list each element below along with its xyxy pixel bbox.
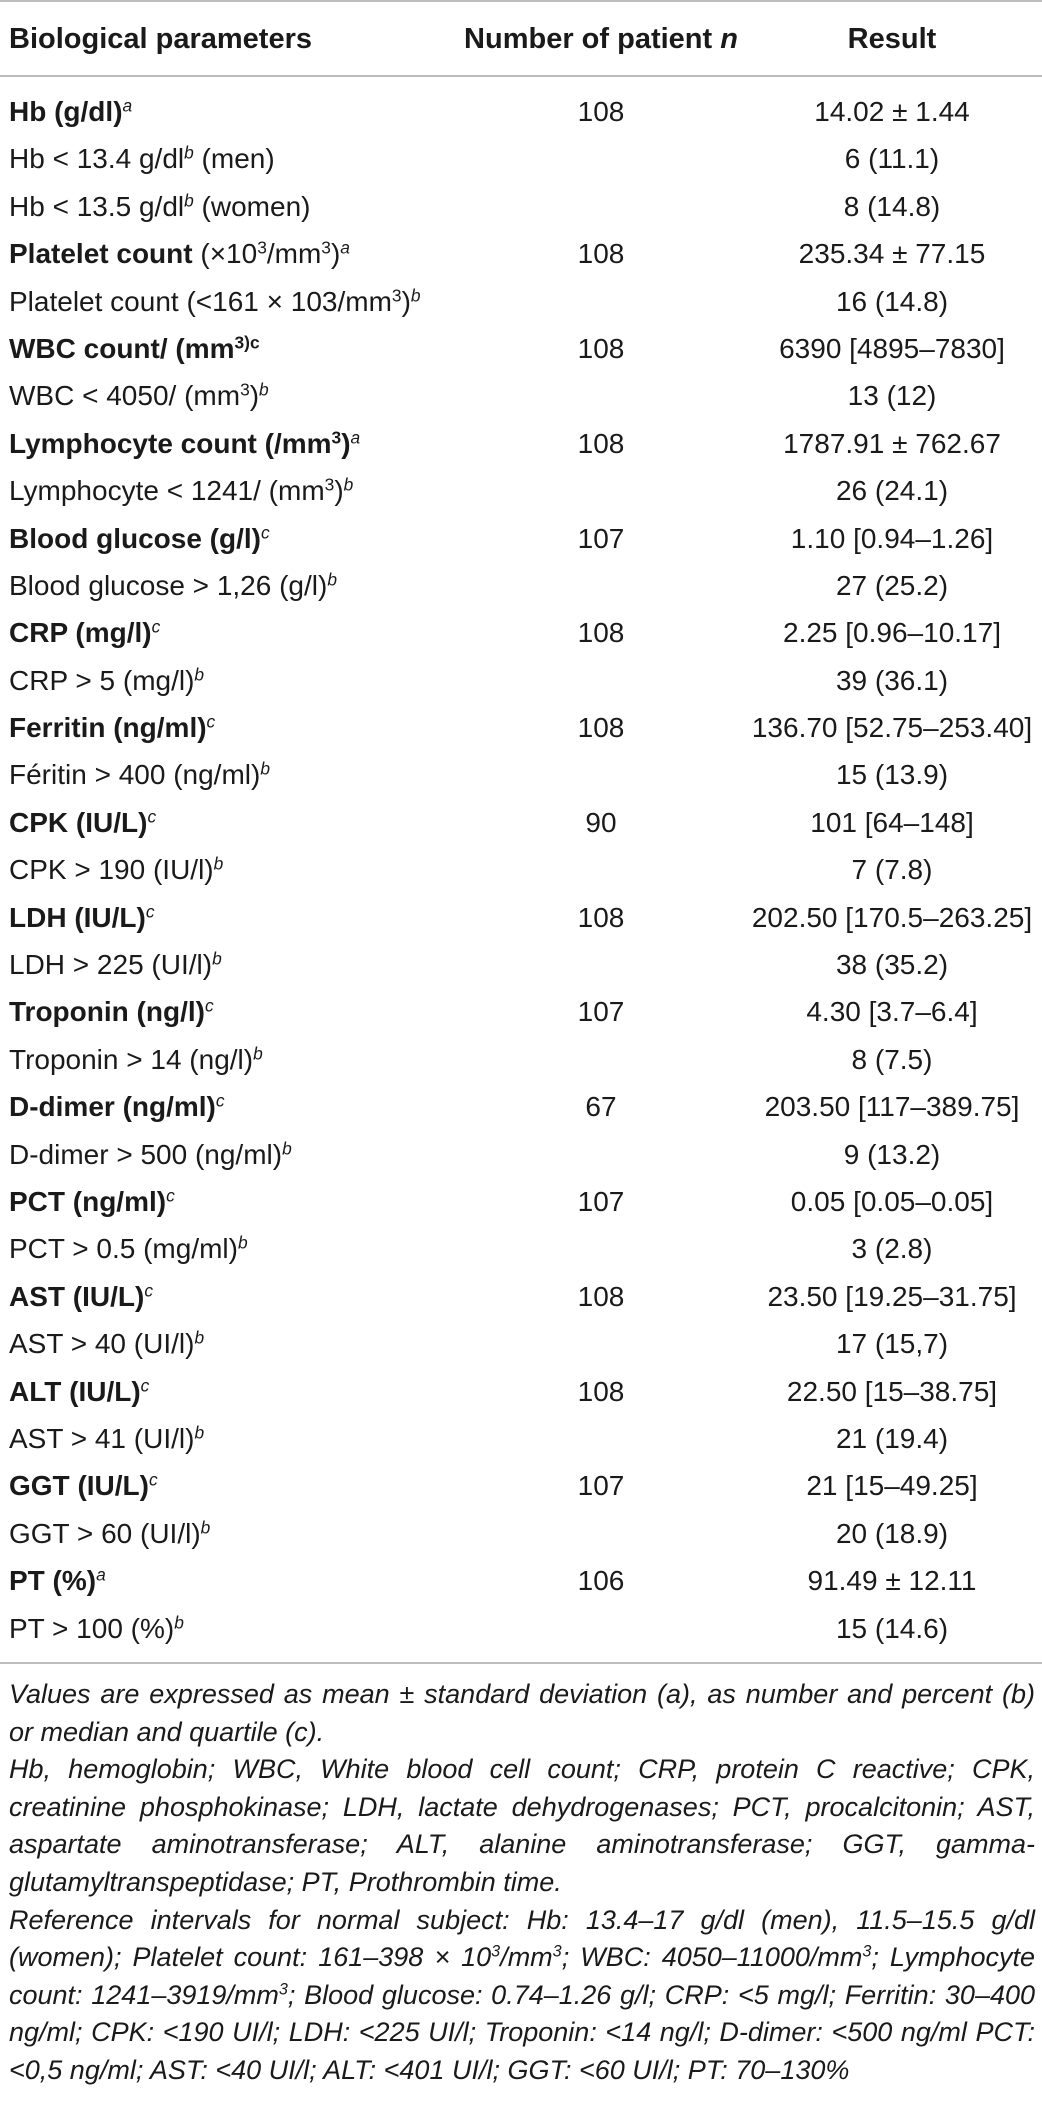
parameter-cell	[9, 1557, 106, 1604]
table-row-parameter	[0, 1557, 1042, 1604]
text-segment: Hb, hemoglobin; WBC, White blood cell count; CRP, protein C reactive; CPK, creatinine phosphokinase; LDH, lactate dehydrogenases; PCT, procalcitonin; AST, aspartate aminotransferase; ALT, alanine aminotransferase; GGT, gamma-glutamyltranspeptidase; PT, Prothrombin time.	[9, 1754, 1035, 1897]
result-cell: 15 (14.6)	[835, 1612, 949, 1644]
superscript: b	[282, 1138, 292, 1159]
parameter-cell	[9, 704, 215, 751]
table-row-threshold	[0, 657, 1042, 704]
text-segment: )	[249, 380, 260, 412]
text-segment: ; WBC: 4050–11000/mm	[561, 1942, 863, 1973]
parameter-cell	[9, 88, 132, 135]
parameter-cell	[9, 1178, 175, 1225]
table-row-parameter	[0, 988, 1042, 1035]
text-segment: Platelet count	[9, 238, 193, 270]
result-cell: 8 (14.8)	[843, 190, 941, 222]
result-cell: 4.30 [3.7–6.4]	[806, 996, 978, 1028]
patient-count-cell: 108	[577, 332, 625, 364]
parameter-name: Hb (g/dl)	[9, 96, 123, 127]
result-cell: 6 (11.1)	[844, 143, 940, 175]
text-segment: Blood glucose (g/l)	[9, 522, 261, 554]
text-segment: Blood glucose > 1,26 (g/l)	[9, 569, 328, 601]
text-segment: ; Blood glucose: 0.74–1.26 g/l; CRP: <5 mg/l; Ferritin: 30–400 ng/ml; CPK: <190 UI/l; LDH: <225 UI/l; Troponin: <14 ng/l; D-dimer: <500 ng/ml PCT: <0,5 ng/ml; AST: <40 UI/l; ALT: <401 UI/l; GGT: <60 UI/l; PT: 70–130%	[9, 1979, 1036, 2085]
parameter-cell	[9, 846, 223, 893]
text-segment: AST (IU/L)	[9, 1280, 145, 1312]
parameter-cell	[9, 988, 214, 1035]
patient-count-cell: 67	[585, 1091, 617, 1123]
text-segment: Lymphocyte < 1241/ (mm	[9, 475, 325, 507]
superscript: b	[194, 1327, 205, 1348]
result-cell: 26 (24.1)	[835, 475, 949, 507]
table-row-threshold	[0, 941, 1042, 988]
text-segment: (men)	[193, 143, 275, 175]
result-cell: 22.50 [15–38.75]	[786, 1375, 998, 1407]
superscript: b	[259, 379, 269, 400]
text-segment: ALT (IU/L)	[9, 1375, 141, 1407]
text-segment: Values are expressed as mean ± standard deviation (a), as number and percent (b) or median and quartile (c).	[9, 1679, 1035, 1747]
table-row-parameter	[0, 1462, 1042, 1509]
result-cell: 8 (7.5)	[851, 1043, 933, 1075]
text-segment: Féritin > 400 (ng/ml)	[9, 759, 261, 791]
text-segment: AST > 40 (UI/l)	[9, 1328, 195, 1360]
result-cell: 91.49 ± 12.11	[807, 1565, 977, 1597]
patient-count-cell: 108	[577, 901, 625, 933]
text-segment: D-dimer (ng/ml)	[9, 1091, 216, 1123]
text-segment: Hb < 13.4 g/dl	[9, 143, 185, 175]
text-segment: LDH > 225 (UI/l)	[9, 949, 213, 981]
superscript: b	[174, 1611, 184, 1632]
text-segment: Hb < 13.5 g/dl	[9, 190, 185, 222]
result-cell: 13 (12)	[847, 380, 937, 412]
table-row-parameter	[0, 1273, 1042, 1320]
table-row-threshold	[0, 1320, 1042, 1367]
parameter-cell	[9, 515, 270, 562]
table-row-threshold	[0, 183, 1042, 230]
text-segment: CPK (IU/L)	[9, 806, 148, 838]
table-row-parameter	[0, 1083, 1042, 1130]
footnote-paragraph	[9, 1902, 1035, 2090]
result-cell: 6390 [4895–7830]	[779, 332, 1005, 364]
table-row-threshold	[0, 467, 1042, 514]
header-biological-parameters: Biological parameters	[9, 23, 312, 55]
parameter-cell	[9, 467, 353, 514]
text-segment: AST > 41 (UI/l)	[9, 1422, 195, 1454]
parameter-cell	[9, 1368, 149, 1415]
result-cell: 7 (7.8)	[851, 854, 933, 886]
patient-count-cell: 108	[577, 1375, 625, 1407]
header-result: Result	[847, 23, 937, 55]
result-cell: 9 (13.2)	[843, 1138, 941, 1170]
parameter-cell	[9, 1036, 263, 1083]
text-segment: Reference intervals for normal subject: Hb: 13.4–17 g/dl (men), 11.5–15.5 g/dl (women); Platelet count: 161–398 × 10	[9, 1904, 1035, 1973]
table-row-threshold	[0, 1036, 1042, 1083]
patient-count-cell: 108	[577, 238, 625, 270]
result-cell: 21 [15–49.25]	[806, 1470, 978, 1502]
text-segment: CPK > 190 (IU/l)	[9, 854, 214, 886]
superscript: c	[145, 901, 155, 922]
table-top-rule	[0, 0, 1042, 2]
table-row-parameter	[0, 420, 1042, 467]
superscript: c	[151, 616, 161, 637]
text-segment: Platelet count (<161 × 103/mm	[9, 285, 392, 317]
superscript: c	[166, 1185, 175, 1206]
text-segment: GGT > 60 (UI/l)	[9, 1517, 201, 1549]
text-segment: PCT > 0.5 (mg/ml)	[9, 1233, 238, 1265]
patient-count-cell: 108	[577, 427, 625, 459]
table-row-parameter	[0, 515, 1042, 562]
superscript: b	[184, 142, 194, 163]
superscript: c	[140, 1375, 150, 1395]
superscript: 3	[331, 427, 342, 448]
superscript: b	[327, 569, 337, 590]
patient-count-cell: 108	[577, 617, 625, 649]
text-segment: WBC < 4050/ (mm	[9, 380, 241, 412]
header-number-of-patient	[461, 18, 741, 60]
parameter-cell	[9, 1605, 184, 1652]
superscript: 3	[278, 1980, 288, 1999]
parameter-cell	[9, 135, 275, 182]
text-segment: CRP (mg/l)	[9, 617, 152, 649]
result-cell: 235.34 ± 77.15	[798, 238, 986, 270]
text-segment: PT > 100 (%)	[9, 1612, 175, 1644]
superscript: 3	[491, 1942, 501, 1961]
superscript: b	[410, 285, 421, 306]
parameter-cell	[9, 941, 222, 988]
text-segment: Ferritin (ng/ml)	[9, 712, 207, 744]
parameter-cell	[9, 1225, 248, 1272]
superscript: c	[147, 806, 157, 827]
result-cell: 0.05 [0.05–0.05]	[790, 1185, 994, 1217]
result-cell: 203.50 [117–389.75]	[764, 1091, 1020, 1123]
header-number-text: Number of patient	[464, 23, 713, 55]
table-footnotes	[9, 1676, 1035, 2090]
parameter-cell	[9, 799, 156, 846]
table-row-parameter	[0, 799, 1042, 846]
superscript: 3	[240, 379, 250, 400]
table-row-threshold	[0, 751, 1042, 798]
superscript: 3	[862, 1942, 872, 1961]
table-row-threshold	[0, 1510, 1042, 1557]
table-row-threshold	[0, 372, 1042, 419]
parameter-cell	[9, 1083, 225, 1130]
superscript: b	[213, 853, 224, 874]
table-row-parameter	[0, 1368, 1042, 1415]
patient-count-cell: 107	[577, 1185, 625, 1217]
parameter-cell	[9, 1415, 204, 1462]
result-cell: 39 (36.1)	[835, 664, 949, 696]
parameter-cell	[9, 1273, 153, 1320]
text-segment: Troponin (ng/l)	[9, 996, 205, 1028]
parameter-cell	[9, 372, 269, 419]
patient-count-cell: 106	[577, 1565, 625, 1597]
table-row-threshold	[0, 846, 1042, 893]
table-row-threshold	[0, 278, 1042, 325]
table-row-threshold	[0, 1225, 1042, 1272]
superscript: c	[148, 1469, 158, 1490]
superscript: c	[261, 521, 270, 542]
table-row-threshold	[0, 1415, 1042, 1462]
superscript: c	[204, 995, 214, 1016]
text-segment: )	[334, 475, 344, 507]
superscript: c	[144, 1280, 153, 1301]
superscript: b	[184, 190, 194, 211]
text-segment: ; Lymphocyte count: 1241–3919/mm	[9, 1942, 1036, 2010]
superscript: b	[253, 1043, 263, 1064]
parameter-cell	[9, 609, 160, 656]
result-cell: 136.70 [52.75–253.40]	[751, 712, 1033, 744]
superscript: 3)c	[234, 332, 260, 353]
table-row-parameter	[0, 230, 1042, 277]
table-row-parameter	[0, 704, 1042, 751]
table-bottom-rule	[0, 1662, 1042, 1664]
text-segment: PCT (ng/ml)	[9, 1185, 167, 1217]
parameter-cell	[9, 894, 155, 941]
text-segment: )	[330, 238, 341, 270]
text-segment: Lymphocyte count (/mm	[9, 427, 332, 459]
parameter-cell	[9, 751, 270, 798]
superscript: b	[200, 1517, 211, 1538]
result-cell: 202.50 [170.5–263.25]	[751, 901, 1033, 933]
table-row-parameter	[0, 894, 1042, 941]
parameter-cell	[9, 657, 204, 704]
superscript: a	[122, 95, 133, 116]
table-body	[0, 88, 1042, 1652]
text-segment: Troponin > 14 (ng/l)	[9, 1043, 254, 1075]
parameter-cell	[9, 325, 260, 372]
parameter-cell	[9, 562, 337, 609]
superscript: 3	[257, 237, 267, 258]
result-cell: 101 [64–148]	[810, 806, 974, 838]
text-segment: )	[341, 427, 351, 459]
table-row-threshold	[0, 1605, 1042, 1652]
superscript: b	[237, 1232, 248, 1253]
text-segment: (×10	[192, 238, 258, 270]
parameter-cell	[9, 278, 421, 325]
superscript: b	[260, 758, 270, 779]
text-segment: WBC count/ (mm	[9, 332, 235, 364]
parameter-cell	[9, 420, 360, 467]
footnote-paragraph	[9, 1751, 1035, 1901]
result-cell: 17 (15,7)	[835, 1328, 949, 1360]
text-segment: (women)	[193, 190, 311, 222]
superscript: b	[212, 948, 222, 969]
result-cell: 14.02 ± 1.44	[814, 96, 970, 127]
parameter-cell	[9, 1462, 158, 1509]
result-cell: 16 (14.8)	[835, 285, 949, 317]
text-segment: CRP > 5 (mg/l)	[9, 664, 195, 696]
patient-count-cell: 107	[577, 1470, 625, 1502]
superscript: b	[194, 1422, 205, 1443]
superscript: 3	[391, 285, 402, 306]
parameter-cell	[9, 1131, 292, 1178]
superscript: c	[206, 711, 216, 732]
text-segment: PT (%)	[9, 1565, 97, 1597]
result-cell: 1787.91 ± 762.67	[783, 427, 1001, 459]
patient-count-cell: 107	[577, 522, 625, 554]
result-cell: 27 (25.2)	[835, 569, 949, 601]
table-row-parameter	[0, 1178, 1042, 1225]
patient-count-cell: 108	[577, 96, 625, 127]
header-bottom-rule	[0, 75, 1042, 77]
parameter-cell	[9, 1510, 210, 1557]
superscript: b	[194, 664, 205, 685]
table-row-parameter	[0, 88, 1042, 135]
patient-count-cell: 107	[577, 996, 625, 1028]
superscript: 3	[552, 1942, 562, 1961]
table-row-threshold	[0, 135, 1042, 182]
parameter-cell	[9, 183, 310, 230]
superscript: a	[96, 1564, 106, 1585]
superscript: a	[350, 427, 361, 448]
result-cell: 15 (13.9)	[835, 759, 949, 791]
text-segment: GGT (IU/L)	[9, 1470, 149, 1502]
parameter-cell	[9, 1320, 204, 1367]
text-segment: )	[401, 285, 411, 317]
text-segment: LDH (IU/L)	[9, 901, 146, 933]
header-number-n: n	[720, 23, 738, 55]
superscript: b	[343, 474, 354, 495]
text-segment: D-dimer > 500 (ng/ml)	[9, 1138, 283, 1170]
text-segment: /mm	[266, 238, 322, 270]
superscript: 3	[321, 237, 331, 258]
table-row-threshold	[0, 1131, 1042, 1178]
text-segment: /mm	[500, 1942, 553, 1973]
result-cell: 3 (2.8)	[851, 1233, 933, 1265]
superscript: c	[215, 1090, 225, 1111]
patient-count-cell: 90	[585, 806, 617, 838]
result-cell: 23.50 [19.25–31.75]	[767, 1280, 1017, 1312]
footnote-paragraph	[9, 1676, 1035, 1751]
superscript: 3	[324, 474, 335, 495]
patient-count-cell: 108	[577, 712, 625, 744]
parameter-cell	[9, 230, 350, 277]
result-cell: 20 (18.9)	[835, 1517, 949, 1549]
result-cell: 21 (19.4)	[835, 1422, 949, 1454]
patient-count-cell: 108	[577, 1280, 625, 1312]
result-cell: 1.10 [0.94–1.26]	[790, 522, 994, 554]
table-row-parameter	[0, 325, 1042, 372]
result-cell: 2.25 [0.96–10.17]	[783, 617, 1001, 649]
table-row-parameter	[0, 609, 1042, 656]
result-cell: 38 (35.2)	[835, 949, 949, 981]
superscript: a	[340, 237, 350, 258]
table-row-threshold	[0, 562, 1042, 609]
